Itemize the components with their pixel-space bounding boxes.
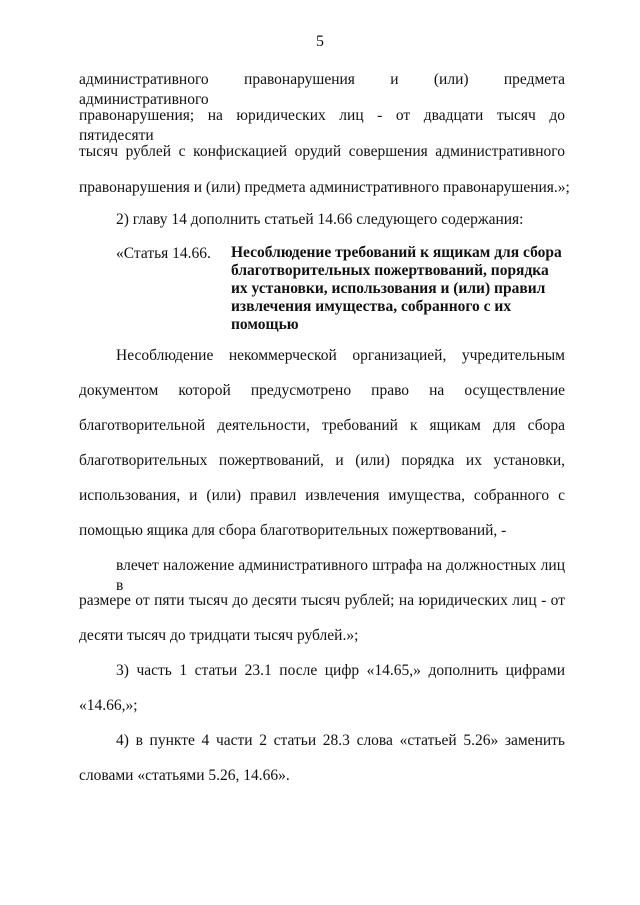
text-line: административного правонарушения и (или) предмета административного xyxy=(79,71,565,108)
text-line: благотворительных пожертвований, и (или) порядка их установки, xyxy=(79,452,565,469)
text-line: размере от пяти тысяч до десяти тысяч рублей; на юридических лиц - от xyxy=(79,592,565,609)
text-line: помощью ящика для сбора благотворительных пожертвований, - xyxy=(79,522,507,539)
text-line: влечет наложение административного штрафа на должностных лиц в xyxy=(116,557,565,594)
article-title-line: помощью xyxy=(231,316,299,333)
article-title xyxy=(231,244,561,334)
article-label: «Статья 14.66. xyxy=(116,245,211,262)
text-line: правонарушения и (или) предмета административного правонарушения.»; xyxy=(79,179,570,196)
text-line: 4) в пункте 4 части 2 статьи 28.3 слова «статьей 5.26» заменить xyxy=(116,732,565,749)
article-title-line: благотворительных пожертвований, порядка xyxy=(231,262,549,279)
text-line: благотворительной деятельности, требований к ящикам для сбора xyxy=(79,417,565,434)
text-line: документом которой предусмотрено право на осуществление xyxy=(79,382,565,399)
text-line: десяти тысяч до тридцати тысяч рублей.»; xyxy=(79,627,359,644)
text-line: тысяч рублей с конфискацией орудий совершения административного xyxy=(79,143,565,160)
text-line: Несоблюдение некоммерческой организацией, учредительным xyxy=(116,347,565,364)
text-line: словами «статьями 5.26, 14.66». xyxy=(79,767,290,784)
text-line: 3) часть 1 статьи 23.1 после цифр «14.65,» дополнить цифрами xyxy=(116,662,565,679)
text-line: правонарушения; на юридических лиц - от двадцати тысяч до пятидесяти xyxy=(79,107,565,144)
paragraph-add-article: 2) главу 14 дополнить статьей 14.66 следующего содержания: xyxy=(116,211,524,228)
page-number: 5 xyxy=(316,33,324,50)
article-title-line: Несоблюдение требований к ящикам для сбора xyxy=(231,244,562,261)
text-line: «14.66,»; xyxy=(79,697,138,714)
text-line: использования, и (или) правил извлечения имущества, собранного с xyxy=(79,487,565,504)
article-title-line: их установки, использования и (или) правил xyxy=(231,280,546,297)
article-title-line: извлечения имущества, собранного с их xyxy=(231,298,512,315)
